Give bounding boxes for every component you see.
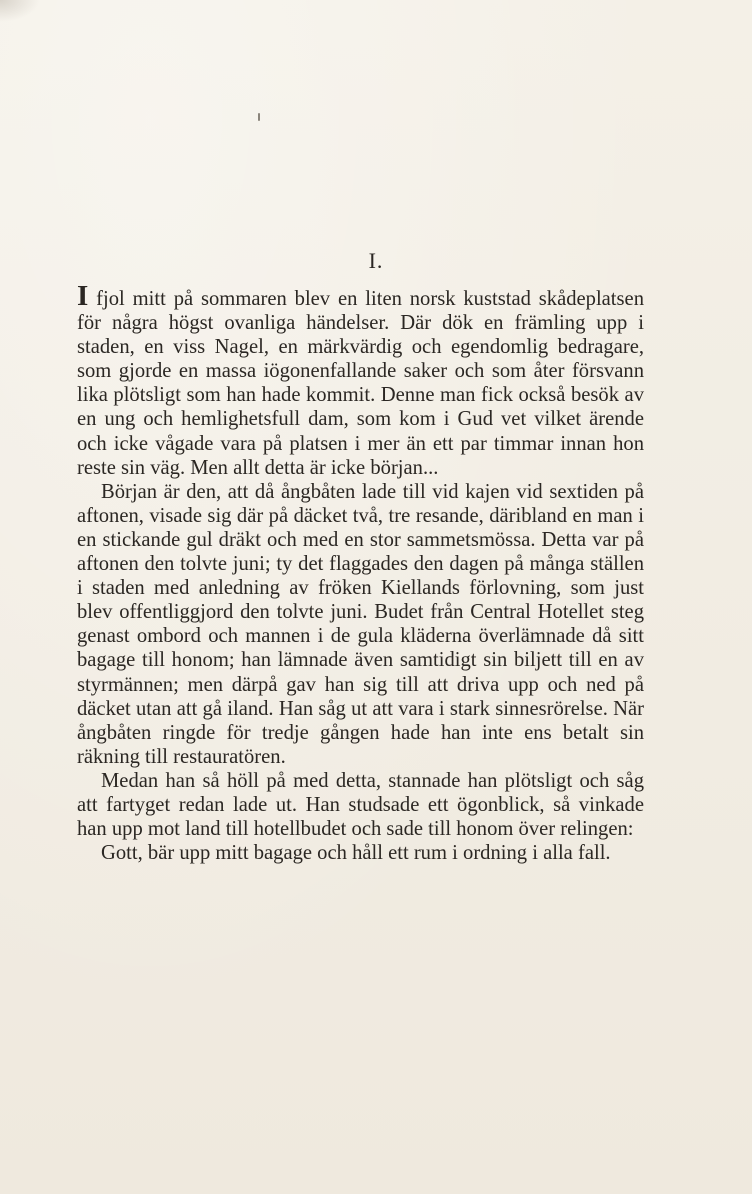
paragraph-1-text: fjol mitt på sommaren blev en liten norsk kuststad skådeplatsen för några högst ovanliga händelser. Där dök en främling upp i staden, en viss Nagel, en märkvärdig och egendomlig bedragare, som gjorde en massa iögonenfallande saker och som åter försvann lika plötsligt som han hade kommit. Denne man fick också besök av en ung och hemlighetsfull dam, som kom i Gud vet vilket ärende och icke vågade vara på platsen i mer än ett par timmar innan hon reste sin väg. Men allt detta är icke början... (77, 288, 644, 479)
chapter-heading: I. (368, 248, 384, 273)
drop-cap: I (77, 280, 89, 312)
paragraph-3: Medan han så höll på med detta, stannade han plötsligt och såg att fartyget redan lade ut. Han studsade ett ögonblick, så vinkade han upp mot land till hotellbudet och sade till honom över relingen: (77, 769, 644, 841)
paragraph-4: Gott, bär upp mitt bagage och håll ett rum i ordning i alla fall. (101, 842, 611, 865)
paragraph-2: Början är den, att då ångbåten lade till vid kajen vid sextiden på aftonen, visade sig där på däcket två, tre resande, däribland en man i en stickande gul dräkt och med en stor sammetsmössa. Detta var på aftonen den tolvte juni; ty det flaggades den dagen på många ställen i staden med anledning av fröken Kiellands förlovning, som just blev offentliggjord den tolvte juni. Budet från Central Hotellet steg genast ombord och mannen i de gula kläderna överlämnade då sitt bagage till honom; han lämnade även samtidigt sin biljett till en av styrmännen; men därpå gav han sig till att driva upp och ned på däcket utan att gå iland. Han såg ut att vara i stark sinnesrörelse. När ångbåten ringde för tredje gången hade han inte ens betalt sin räkning till restauratören. (77, 480, 644, 768)
body-text (77, 280, 644, 865)
page-corner-stain (0, 0, 40, 22)
paragraph-1 (77, 280, 644, 480)
ink-mark (258, 113, 260, 121)
